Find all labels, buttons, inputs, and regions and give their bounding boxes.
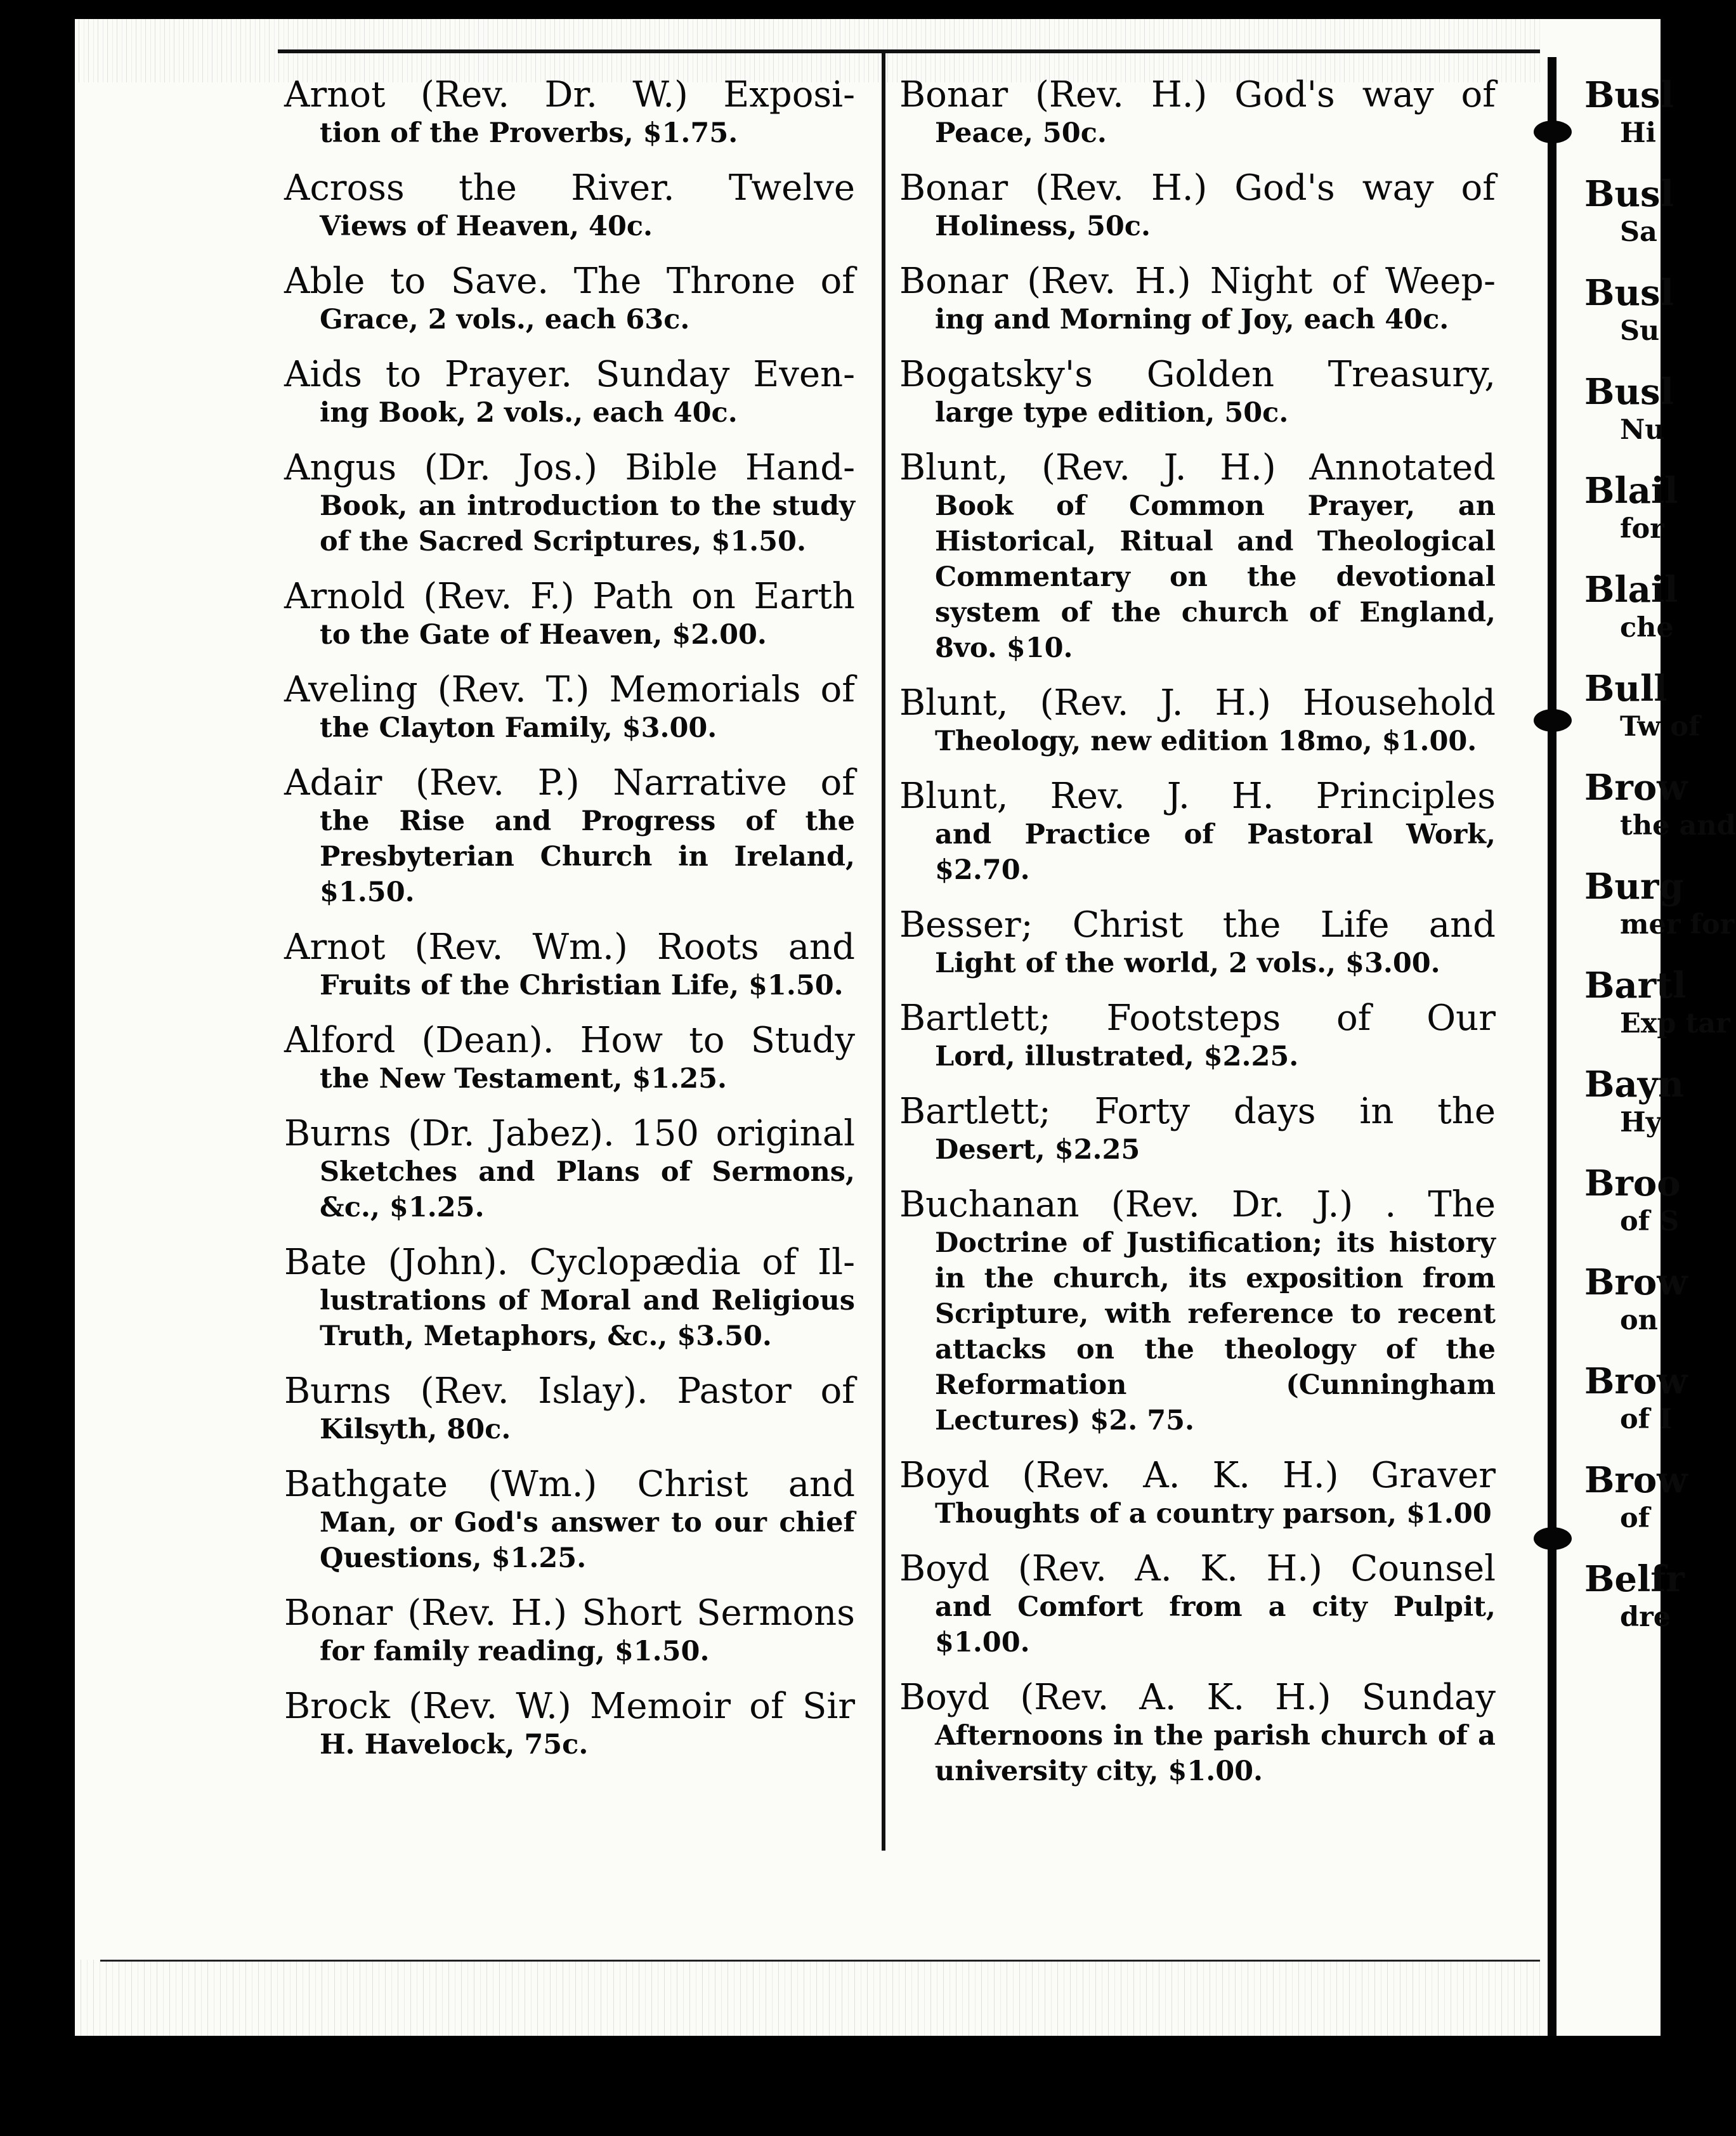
cut-off-heading: Blail [1584, 569, 1678, 611]
cut-off-description: Sa [1620, 216, 1657, 248]
cut-off-entry [1584, 272, 1674, 372]
catalogue-entry [284, 1464, 855, 1576]
entry-heading: Boyd (Rev. A. K. H.) Graver [899, 1455, 1496, 1496]
cut-off-description: che [1620, 612, 1674, 644]
cut-off-description: the and [1620, 810, 1736, 842]
catalogue-entry [899, 1455, 1496, 1532]
catalogue-entry [284, 670, 855, 746]
entry-heading: Across the River. Twelve [284, 167, 855, 209]
binding-clip [1534, 120, 1572, 143]
catalogue-entry [284, 1020, 855, 1097]
binding-edge-line [1548, 57, 1557, 2036]
entry-description: the New Testament, $1.25. [320, 1063, 727, 1095]
entry-heading: Burns (Dr. Jabez). 150 original [284, 1113, 855, 1154]
catalogue-entry [284, 1242, 855, 1354]
cut-off-entry [1584, 1558, 1685, 1658]
entry-description: the Clayton Family, $3.00. [320, 712, 717, 744]
entry-description: Kilsyth, 80c. [320, 1414, 511, 1445]
cut-off-entry [1584, 767, 1736, 866]
entry-description: Light of the world, 2 vols., $3.00. [935, 948, 1440, 979]
entry-heading: Boyd (Rev. A. K. H.) Counsel [899, 1548, 1496, 1589]
entry-heading: Besser; Christ the Life and [899, 904, 1496, 946]
cut-off-description: Nu [1620, 414, 1665, 446]
cut-off-description: Su [1620, 315, 1660, 347]
cut-off-heading: Busl [1584, 371, 1674, 413]
bottom-rule [100, 1960, 1540, 1962]
cut-off-description: Hy [1620, 1107, 1662, 1138]
entry-description: Grace, 2 vols., each 63c. [320, 304, 690, 335]
cut-off-entry [1584, 1459, 1688, 1559]
entry-heading: Alford (Dean). How to Study [284, 1020, 855, 1061]
entry-heading: Bate (John). Cyclopædia of Il- [284, 1242, 855, 1283]
entry-description: Desert, $2.25 [935, 1134, 1140, 1166]
binding-clip [1534, 1527, 1572, 1550]
catalogue-entry [899, 1091, 1496, 1168]
entry-description: Views of Heaven, 40c. [320, 211, 653, 242]
cut-off-entry [1584, 74, 1674, 174]
catalogue-entry [284, 1114, 855, 1225]
cut-off-entry [1584, 371, 1674, 471]
entry-heading: Adair (Rev. P.) Narrative of [284, 762, 855, 804]
catalogue-entry [899, 1185, 1496, 1438]
entry-description: Peace, 50c. [935, 117, 1107, 149]
entry-description: Thoughts of a country parson, $1.00 [935, 1498, 1492, 1530]
cut-off-heading: Brow [1584, 1459, 1688, 1501]
entry-description: and Practice of Pastoral Work, $2.70. [935, 819, 1496, 886]
catalogue-entry [284, 75, 855, 151]
cut-off-description: mer for [1620, 909, 1735, 941]
entry-description: the Rise and Progress of the Presbyterian Church in Ireland, $1.50. [320, 805, 855, 908]
top-rule [278, 49, 1565, 53]
entry-heading: Arnold (Rev. F.) Path on Earth [284, 576, 855, 617]
catalogue-entry [284, 448, 855, 559]
entry-heading: Arnot (Rev. Dr. W.) Exposi- [284, 74, 855, 115]
cut-off-description: of S [1620, 1206, 1680, 1237]
cut-off-entry [1584, 668, 1700, 767]
cut-off-heading: Blail [1584, 470, 1678, 512]
catalogue-entry [284, 355, 855, 431]
entry-heading: Aveling (Rev. T.) Memorials of [284, 669, 855, 710]
cut-off-description: on [1620, 1305, 1658, 1336]
entry-heading: Able to Save. The Throne of [284, 261, 855, 302]
catalogue-entry [284, 1593, 855, 1669]
entry-description: Man, or God's answer to our chief Questions, $1.25. [320, 1507, 855, 1574]
catalogue-entry [899, 261, 1496, 337]
cut-off-entry [1584, 1162, 1681, 1262]
entry-heading: Bonar (Rev. H.) Night of Weep- [899, 261, 1496, 302]
catalogue-entry [284, 1686, 855, 1762]
catalogue-page [75, 19, 1736, 2036]
cut-off-heading: Brow [1584, 1360, 1688, 1402]
entry-description: to the Gate of Heaven, $2.00. [320, 619, 767, 651]
cut-off-heading: Bayn [1584, 1064, 1684, 1105]
catalogue-entry [284, 1371, 855, 1447]
entry-description: Afternoons in the parish church of a university city, $1.00. [935, 1720, 1496, 1787]
column-3-cut-off [1584, 74, 1736, 1658]
entry-heading: Boyd (Rev. A. K. H.) Sunday [899, 1677, 1496, 1718]
entry-heading: Blunt, (Rev. J. H.) Household [899, 682, 1496, 724]
entry-heading: Blunt, (Rev. J. H.) Annotated [899, 447, 1496, 488]
cut-off-entry [1584, 1360, 1688, 1460]
catalogue-entry [899, 1677, 1496, 1789]
column-2 [899, 75, 1496, 1806]
entry-heading: Bonar (Rev. H.) God's way of [899, 74, 1496, 115]
entry-description: Theology, new edition 18mo, $1.00. [935, 726, 1477, 757]
cut-off-heading: Brow [1584, 1261, 1688, 1303]
entry-heading: Buchanan (Rev. Dr. J.) . The [899, 1184, 1496, 1225]
cut-off-description: Tw of [1620, 711, 1700, 743]
cut-off-description: of I [1620, 1403, 1673, 1435]
entry-heading: Bonar (Rev. H.) God's way of [899, 167, 1496, 209]
entry-description: lustrations of Moral and Religious Truth, Metaphors, &c., $3.50. [320, 1285, 855, 1352]
entry-description: ing Book, 2 vols., each 40c. [320, 397, 738, 429]
entry-description: large type edition, 50c. [935, 397, 1289, 429]
cut-off-heading: Busl [1584, 173, 1674, 215]
catalogue-entry [284, 168, 855, 244]
cut-off-heading: Bartl [1584, 965, 1687, 1006]
catalogue-entry [284, 576, 855, 653]
entry-heading: Bogatsky's Golden Treasury, [899, 354, 1496, 395]
catalogue-entry [284, 763, 855, 910]
scan-noise-bottom [75, 1960, 1661, 2036]
entry-description: Lord, illustrated, $2.25. [935, 1041, 1299, 1072]
catalogue-entry [899, 683, 1496, 759]
cut-off-heading: Burg [1584, 866, 1684, 908]
entry-description: and Comfort from a city Pulpit, $1.00. [935, 1591, 1496, 1658]
entry-description: Book, an introduction to the study of the Sacred Scriptures, $1.50. [320, 490, 855, 557]
catalogue-entry [899, 998, 1496, 1074]
catalogue-entry [899, 168, 1496, 244]
cut-off-entry [1584, 866, 1735, 965]
entry-heading: Brock (Rev. W.) Memoir of Sir [284, 1686, 855, 1727]
cut-off-description: Hi [1620, 117, 1656, 149]
cut-off-heading: Brow [1584, 767, 1688, 809]
cut-off-entry [1584, 173, 1674, 273]
entry-description: H. Havelock, 75c. [320, 1729, 589, 1761]
cut-off-heading: Busl [1584, 272, 1674, 314]
cut-off-heading: Bull [1584, 668, 1667, 710]
catalogue-entry [284, 927, 855, 1003]
entry-description: Doctrine of Justification; its history in the church, its exposition from Scripture, with reference to recent attacks on the theology of the Reformation (Cunningham Lectures) $2. 75. [935, 1227, 1496, 1436]
cut-off-heading: Belfr [1584, 1558, 1685, 1600]
entry-heading: Blunt, Rev. J. H. Principles [899, 776, 1496, 817]
entry-heading: Aids to Prayer. Sunday Even- [284, 354, 855, 395]
cut-off-description: dre [1620, 1601, 1671, 1633]
entry-description: Fruits of the Christian Life, $1.50. [320, 970, 844, 1001]
entry-heading: Burns (Rev. Islay). Pastor of [284, 1371, 855, 1412]
catalogue-entry [899, 776, 1496, 888]
entry-heading: Bonar (Rev. H.) Short Sermons [284, 1592, 855, 1634]
cut-off-entry [1584, 1261, 1688, 1361]
entry-description: Book of Common Prayer, an Historical, Ritual and Theological Commentary on the devotional system of the church of England, 8vo. $10. [935, 490, 1496, 664]
entry-heading: Bathgate (Wm.) Christ and [284, 1464, 855, 1505]
cut-off-description: for [1620, 513, 1664, 545]
catalogue-entry [284, 261, 855, 337]
cut-off-description: Exp tar [1620, 1008, 1730, 1039]
catalogue-entry [899, 448, 1496, 666]
catalogue-entry [899, 75, 1496, 151]
cut-off-entry [1584, 965, 1730, 1064]
entry-heading: Arnot (Rev. Wm.) Roots and [284, 927, 855, 968]
entry-description: tion of the Proverbs, $1.75. [320, 117, 738, 149]
column-1 [284, 75, 855, 1780]
column-divider [882, 49, 885, 1851]
binding-clip [1534, 709, 1572, 732]
cut-off-entry [1584, 569, 1678, 668]
cut-off-description: of [1620, 1502, 1650, 1534]
entry-heading: Angus (Dr. Jos.) Bible Hand- [284, 447, 855, 488]
cut-off-entry [1584, 1064, 1684, 1163]
catalogue-entry [899, 1549, 1496, 1660]
entry-description: ing and Morning of Joy, each 40c. [935, 304, 1449, 335]
entry-description: for family reading, $1.50. [320, 1636, 710, 1667]
cut-off-heading: Busl [1584, 74, 1674, 116]
cut-off-entry [1584, 470, 1678, 570]
cut-off-heading: Broo [1584, 1162, 1681, 1204]
catalogue-entry [899, 355, 1496, 431]
entry-heading: Bartlett; Footsteps of Our [899, 998, 1496, 1039]
entry-description: Holiness, 50c. [935, 211, 1151, 242]
entry-description: Sketches and Plans of Sermons, &c., $1.25. [320, 1156, 855, 1223]
catalogue-entry [899, 905, 1496, 981]
entry-heading: Bartlett; Forty days in the [899, 1091, 1496, 1132]
